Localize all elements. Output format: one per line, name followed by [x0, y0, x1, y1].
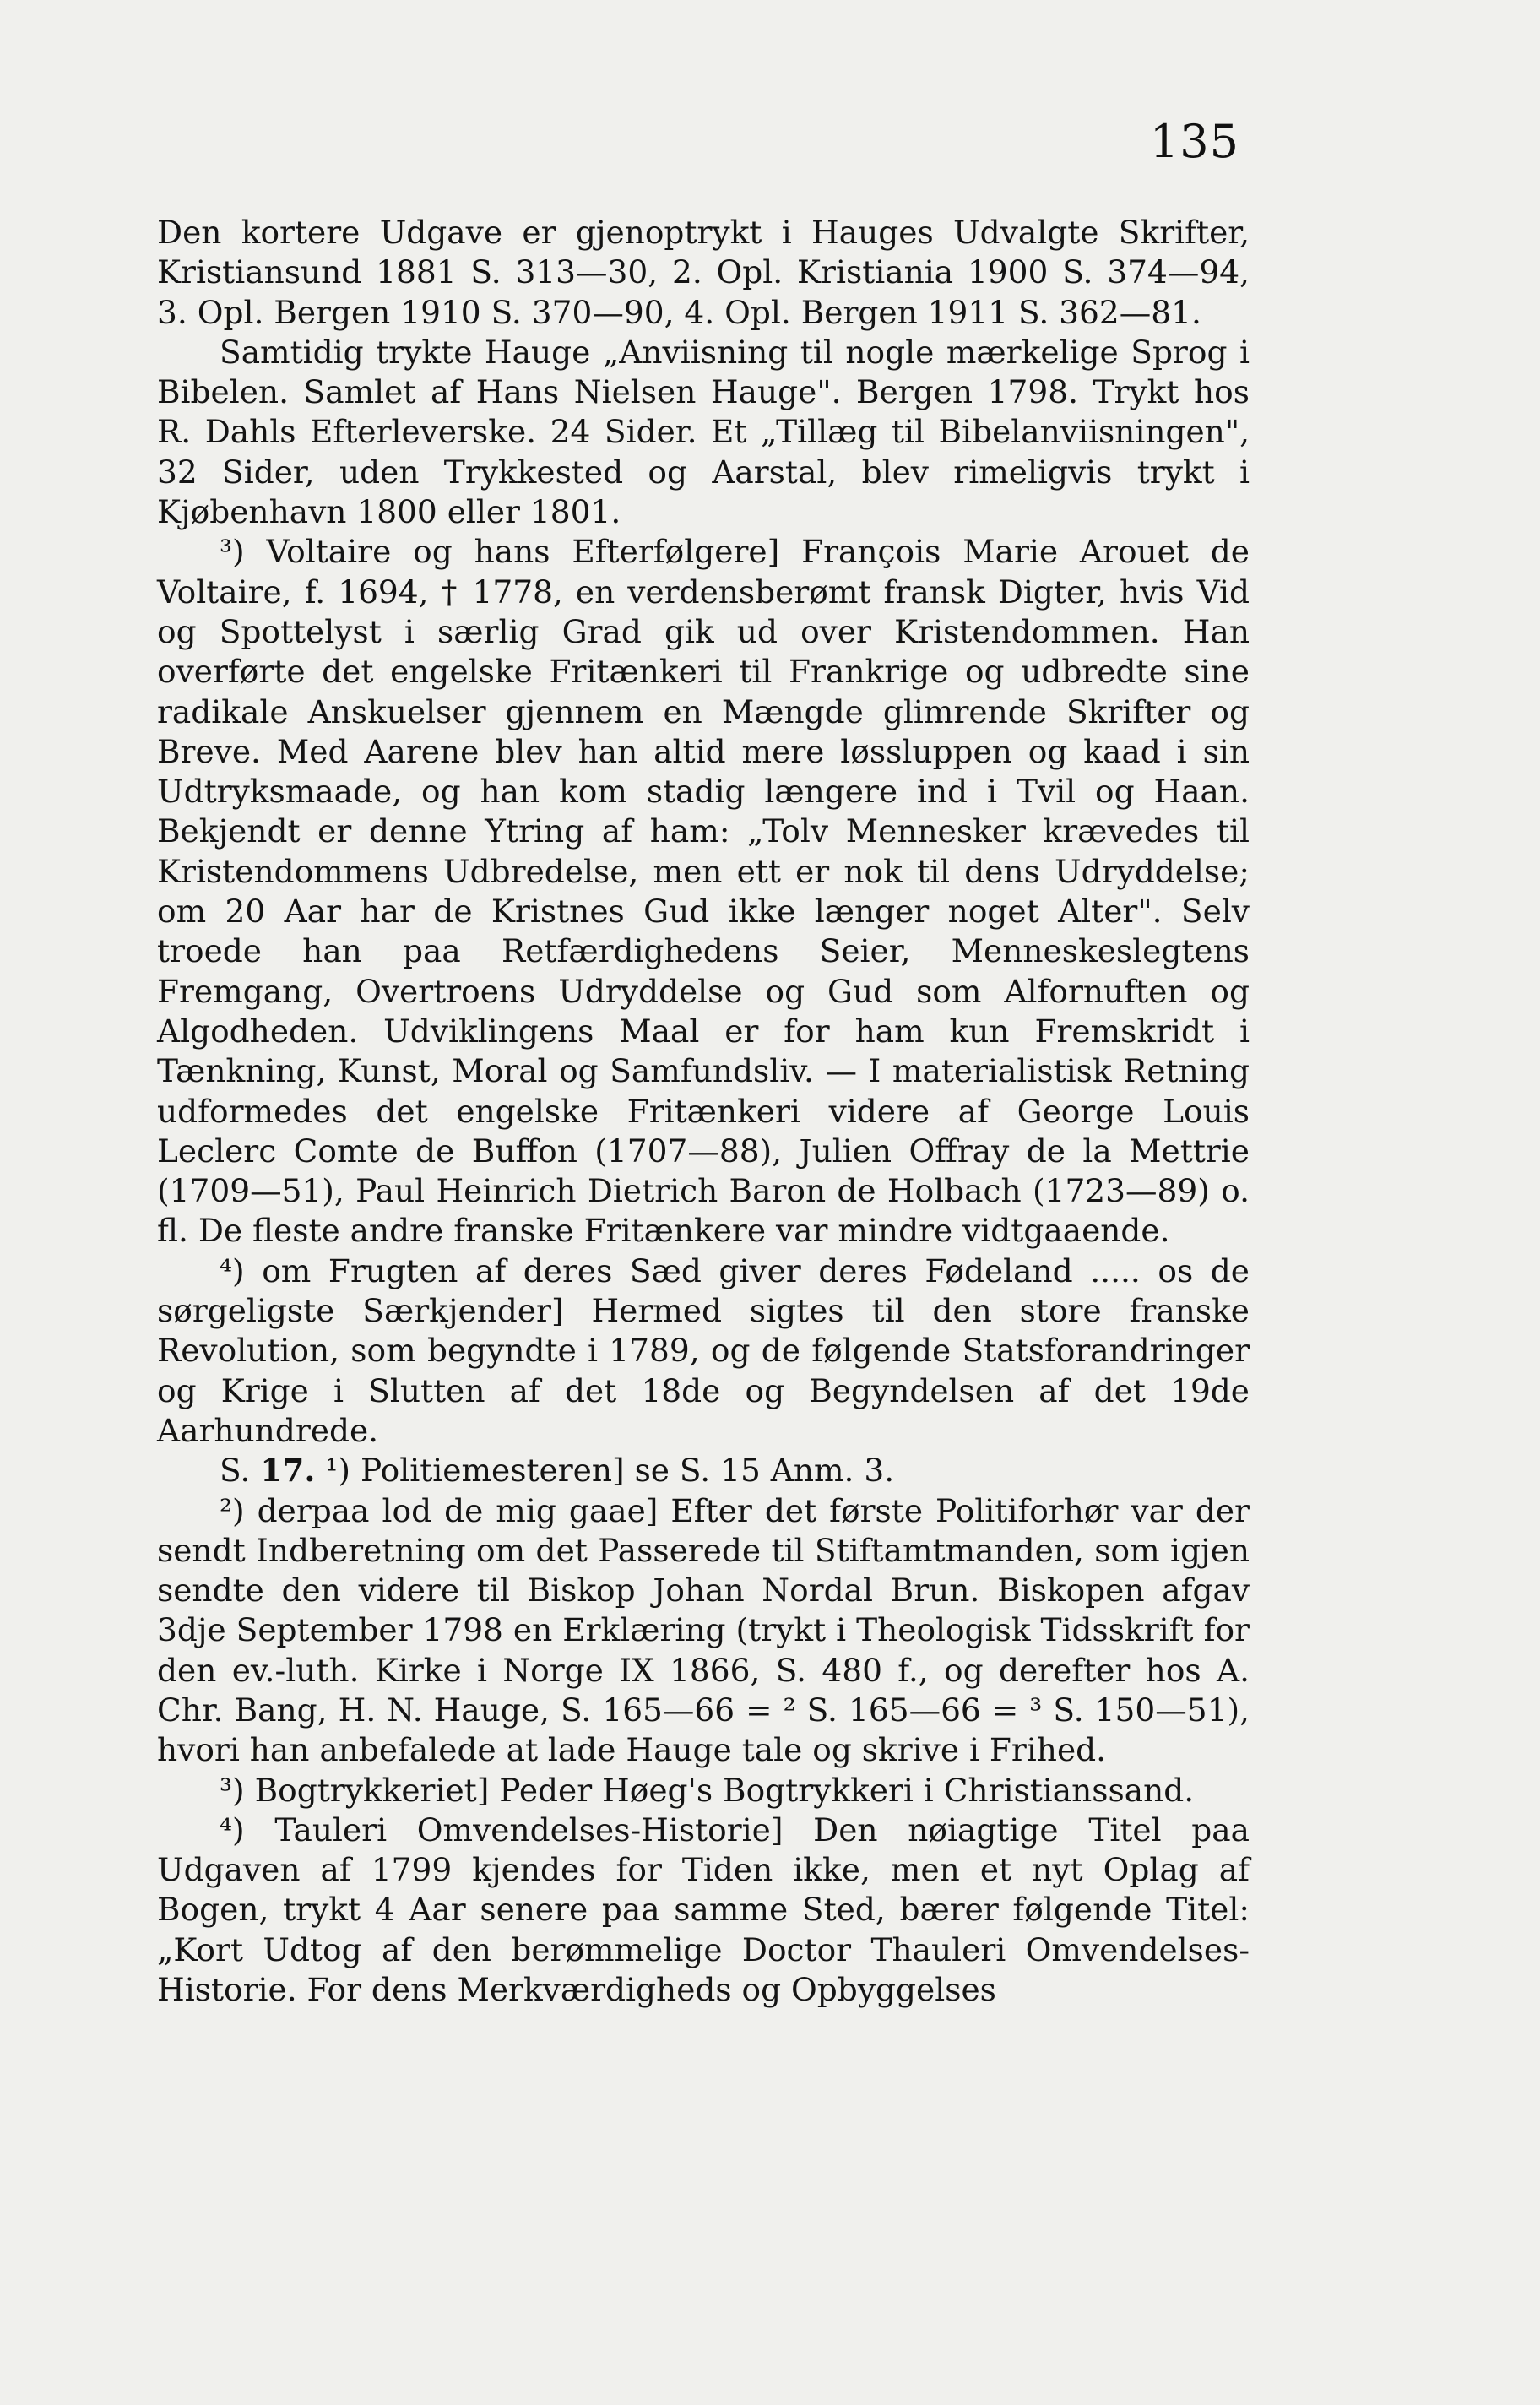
footnote-2: ²) derpaa lod de mig gaae] Efter det første Politiforhør var der sendt Indberetning om det Passerede til Stiftamtmanden, som igjen sendte den videre til Biskop Johan Nordal Brun. Biskopen afgav 3dje September 1798 en Erklæring (trykt i Theologisk Tidsskrift for den ev.-luth. Kirke i Norge IX 1866, S. 480 f., og derefter hos A. Chr. Bang, H. N. Hauge, S. 165—66 = ² S. 165—66 = ³ S. 150—51), hvori han anbefalede at lade Hauge tale og skrive i Frihed. [157, 1491, 1250, 1769]
footnote-1: ¹) Politiemesteren] se S. 15 Anm. 3. [315, 1452, 895, 1490]
page-number: 135 [1149, 115, 1239, 168]
body-text [157, 213, 1250, 2010]
footnote-4: ⁴) om Frugten af deres Sæd giver deres Fødeland ..... os de sørgeligste Særkjender] Hermed sigtes til den store franske Revolution, som begyndte i 1789, og de følgende Statsforandringer og Krige i Slutten af det 18de og Begyndelsen af det 19de Aarhundrede. [157, 1251, 1250, 1449]
paragraph: Den kortere Udgave er gjenoptrykt i Hauges Udvalgte Skrifter, Kristiansund 1881 S. 313—30, 2. Opl. Kristiania 1900 S. 374—94, 3. Opl. Bergen 1910 S. 370—90, 4. Opl. Bergen 1911 S. 362—81. [157, 214, 1250, 331]
page-reference-heading [157, 1451, 1250, 1490]
footnote-3b: ³) Bogtrykkeriet] Peder Høeg's Bogtrykkeri i Christianssand. [220, 1771, 1195, 1809]
footnote-3: ³) Voltaire og hans Efterfølgere] François Marie Arouet de Voltaire, f. 1694, † 1778, en verdensberømt fransk Digter, hvis Vid og Spottelyst i særlig Grad gik ud over Kristendommen. Han overførte det engelske Fritænkeri til Frankrige og udbredte sine radikale Anskuelser gjennem en Mængde glimrende Skrifter og Breve. Med Aarene blev han altid mere løssluppen og kaad i sin Udtryksmaade, og han kom stadig længere ind i Tvil og Haan. Bekjendt er denne Ytring af ham: „Tolv Mennesker krævedes til Kristendommens Udbredelse, men ett er nok til dens Udryddelse; om 20 Aar har de Kristnes Gud ikke længer noget Alter". Selv troede han paa Retfærdighedens Seier, Menneskeslegtens Fremgang, Overtroens Udryddelse og Gud som Alfornuften og Algodheden. Udviklingens Maal er for ham kun Fremskridt i Tænkning, Kunst, Moral og Samfundsliv. — I materialistisk Retning udformedes det engelske Fritænkeri videre af George Louis Leclerc Comte de Buffon (1707—88), Julien Offray de la Mettrie (1709—51), Paul Heinrich Dietrich Baron de Holbach (1723—89) o. fl. De fleste andre franske Fritænkere var mindre vidtgaaende. [157, 533, 1250, 1250]
footnote-4b: ⁴) Tauleri Omvendelses-Historie] Den nøiagtige Titel paa Udgaven af 1799 kjendes for Tiden ikke, men et nyt Oplag af Bogen, trykt 4 Aar senere paa samme Sted, bærer følgende Titel: „Kort Udtog af den berømmelige Doctor Thauleri Omvendelses-Historie. For dens Merkværdigheds og Opbyggelses [157, 1811, 1250, 2009]
page-ref-label: S. [220, 1452, 261, 1490]
page-ref-number: 17. [260, 1452, 316, 1490]
paragraph: Samtidig trykte Hauge „Anviisning til nogle mærkelige Sprog i Bibelen. Samlet af Hans Nielsen Hauge". Bergen 1798. Trykt hos R. Dahls Efterleverske. 24 Sider. Et „Tillæg til Bibelanviisningen", 32 Sider, uden Trykkested og Aarstal, blev rimeligvis trykt i Kjøbenhavn 1800 eller 1801. [157, 333, 1250, 531]
